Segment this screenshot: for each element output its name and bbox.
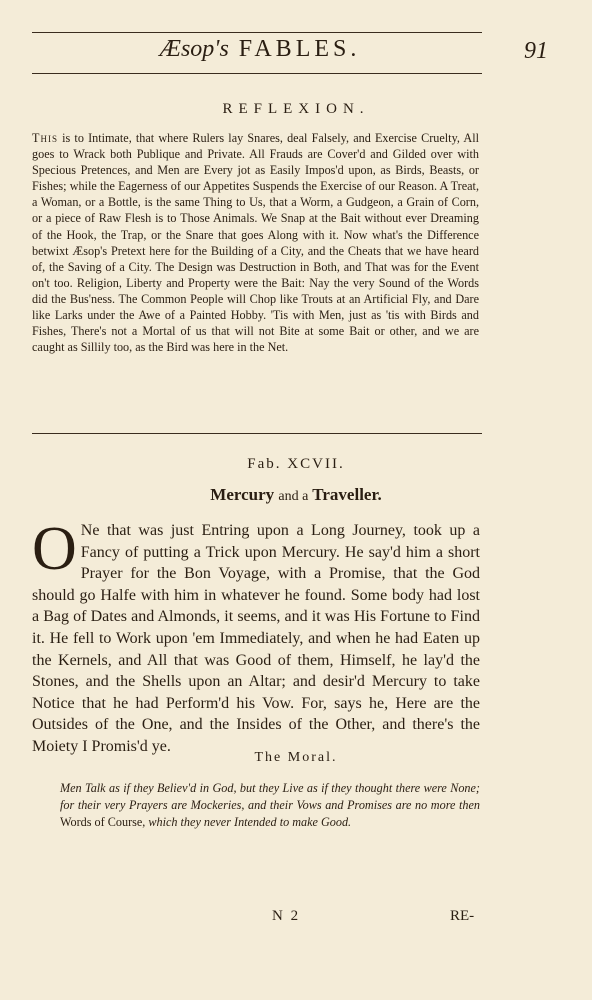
moral-text-italic-end: which they never Intended to make Good. [145,815,352,829]
fable-title-and: and a [278,489,309,504]
signature-mark: N 2 [272,908,301,924]
header-title-italic: Æsop's [159,36,229,62]
catchword: RE- [450,908,475,924]
moral-body [60,780,480,831]
header-rule-bottom [32,73,482,74]
fable-title [0,485,592,505]
reflexion-lead: This [32,131,58,145]
fable-title-mercury: Mercury [210,485,275,504]
drop-cap: O [32,515,77,583]
reflexion-heading: REFLEXION. [222,101,370,117]
fable-text: Ne that was just Entring upon a Long Journey, took up a Fancy of putting a Trick upon Mercury. He say'd him a short Prayer for the Bon Voyage, with a Promise, that the God should go Halfe with him in whatever he found. Some body had lost a Bag of Dates and Almonds, it seems, and it was His Fortune to Find it. He fell to Work upon 'em Immediately, and when he had Eaten up the Kernels, and All that was Good of them, Himself, he lay'd the Stones, and the Shells upon an Altar; and desir'd Mercury to take Notice that he had Perform'd his Vow. For, says he, Here are the Outsides of the One, and the Insides of the Other, and there's the Moiety I Promis'd ye. [32,522,480,755]
header-title-rest: FABLES. [238,36,361,62]
fable-number: Fab. XCVII. [247,456,345,472]
moral-text-roman: Words of Course, [60,815,146,829]
header-rule-top [32,32,482,33]
reflexion-body [32,130,479,355]
section-divider [32,433,482,434]
reflexion-text: is to Intimate, that where Rulers lay Snares, deal Falsely, and Exercise Cruelty, All goes to Wrack both Publique and Private. All Frauds are Cover'd and Gilded over with Specious Pretences, and Men are Every jot as Easily Impos'd upon, as Birds, Beasts, or Fishes; while the Eagerness of our Appetites Suspends the Exercise of our Reason. A Treat, a Woman, or a Bottle, is the same Thing to Us, that a Worm, a Gudgeon, a Grain of Corn, or a piece of Raw Flesh is to Those Animals. We Snap at the Bait without ever Dreaming of the Hook, the Trap, or the Snare that goes Along with it. Now what's the Difference betwixt Æsop's Pretext here for the Building of a City, and the Cheats that we have heard of, the Saving of a City. The Design was Destruction in Both, and That was for the Event on't too. Religion, Liberty and Property were the Bait: Nay the very Sound of the Words did the Bus'ness. The Common People will Chop like Trouts at an Artificial Fly, and Dare like Larks under the Awe of a Painted Hobby. 'Tis with Men, just as 'tis with Birds and Fishes, There's not a Mortal of us that will not Bite at some Bait or other, and we are caught as Sillily too, as the Bird was here in the Net. [32,131,479,355]
page-number: 91 [524,38,548,64]
running-header [40,36,480,76]
fable-body [32,515,480,758]
fable-title-traveller: Traveller. [312,485,382,504]
moral-heading: The Moral. [254,750,338,765]
moral-text-italic: Men Talk as if they Believ'd in God, but they Live as if they thought there were None; for their very Prayers are Mockeries, and their Vows and Promises are no more then [60,781,480,812]
